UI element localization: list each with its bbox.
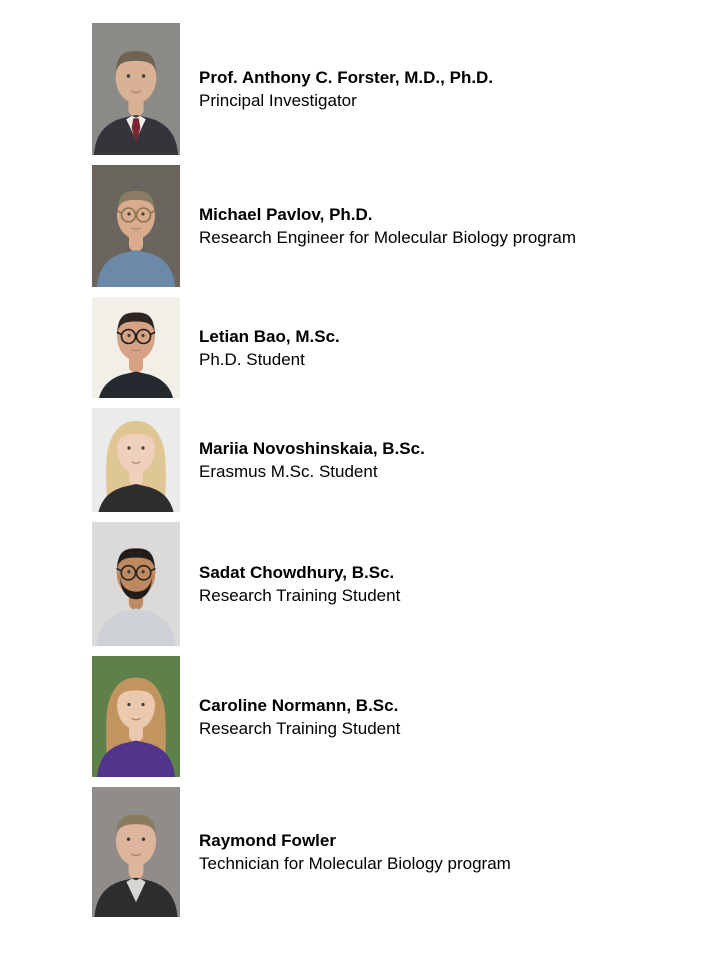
portrait-eye-right: [141, 703, 144, 706]
member-photo: [92, 23, 180, 155]
portrait-eye-left: [127, 838, 130, 841]
member-name: Michael Pavlov, Ph.D.: [199, 205, 373, 224]
portrait-eye-left: [127, 74, 130, 77]
portrait-eye-left: [127, 570, 130, 573]
portrait-illustration: [92, 408, 180, 512]
portrait-illustration: [92, 23, 180, 155]
member-photo: [92, 297, 180, 398]
member-photo: [92, 656, 180, 777]
member-name: Sadat Chowdhury, B.Sc.: [199, 563, 395, 582]
member-name: Mariia Novoshinskaia, B.Sc.: [199, 439, 425, 458]
member-photo: [92, 408, 180, 512]
member-info: [199, 562, 720, 606]
member-photo: [92, 522, 180, 646]
member-role: Research Training Student: [199, 586, 401, 605]
member-name: Letian Bao, M.Sc.: [199, 326, 340, 346]
member-role: Technician for Molecular Biology program: [199, 854, 511, 873]
team-member-row: [92, 23, 720, 155]
member-role: Principal Investigator: [199, 91, 357, 110]
team-member-row: [92, 165, 720, 287]
member-role: Erasmus M.Sc. Student: [199, 462, 378, 481]
portrait-eye-left: [127, 334, 130, 337]
portrait-eye-right: [142, 838, 145, 841]
member-info: [199, 695, 720, 739]
portrait-eye-right: [141, 446, 144, 449]
member-info: [199, 830, 720, 874]
member-name: Prof. Anthony C. Forster, M.D., Ph.D.: [199, 68, 494, 87]
member-info: [199, 326, 720, 370]
portrait-illustration: [92, 787, 180, 917]
team-member-row: [92, 408, 720, 512]
member-role: Research Training Student: [199, 718, 401, 738]
portrait-illustration: [92, 165, 180, 287]
member-photo: [92, 165, 180, 287]
portrait-eye-left: [127, 212, 130, 215]
portrait-illustration: [92, 297, 180, 398]
member-photo: [92, 787, 180, 917]
team-member-row: [92, 522, 720, 646]
team-member-row: [92, 656, 720, 777]
portrait-illustration: [92, 656, 180, 777]
member-role: Research Engineer for Molecular Biology program: [199, 228, 577, 247]
portrait-eye-left: [127, 703, 130, 706]
portrait-eye-right: [141, 212, 144, 215]
member-name: Caroline Normann, B.Sc.: [199, 695, 399, 715]
portrait-eye-right: [142, 74, 145, 77]
member-name: Raymond Fowler: [199, 831, 336, 850]
member-role: Ph.D. Student: [199, 349, 305, 369]
member-info: [199, 204, 720, 248]
member-info: [199, 438, 720, 482]
team-member-row: [92, 787, 720, 917]
portrait-eye-right: [141, 334, 144, 337]
portrait-eye-right: [141, 570, 144, 573]
portrait-illustration: [92, 522, 180, 646]
team-list: [92, 23, 720, 917]
member-info: [199, 67, 720, 111]
portrait-eye-left: [127, 446, 130, 449]
team-member-row: [92, 297, 720, 398]
